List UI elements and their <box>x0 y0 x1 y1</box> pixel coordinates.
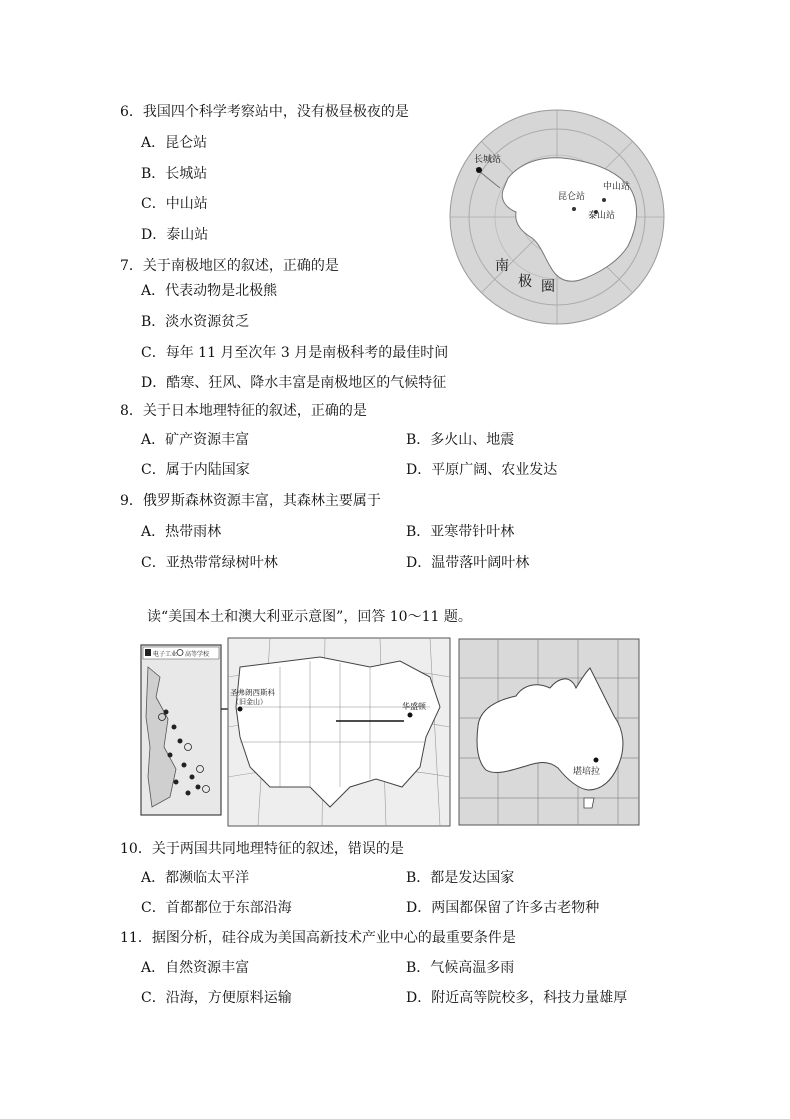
question-8-stem: 8．关于日本地理特征的叙述，正确的是 <box>120 403 367 419</box>
zhongshan-label: 中山站 <box>603 182 631 192</box>
q8-option-a: A．矿产资源丰富 <box>141 432 250 448</box>
question-9-stem: 9．俄罗斯森林资源丰富，其森林主要属于 <box>120 493 381 509</box>
question-6-stem: 6．我国四个科学考察站中，没有极昼极夜的是 <box>120 104 409 120</box>
q11-option-b: B．气候高温多雨 <box>406 960 515 976</box>
kunlun-label: 昆仑站 <box>558 192 586 202</box>
antarctic-circle-label-1: 南 <box>495 258 509 274</box>
q11-option-a: A．自然资源丰富 <box>141 960 250 976</box>
q11-option-c: C．沿海，方便原料运输 <box>141 990 292 1006</box>
antarctic-circle-label-2: 极 <box>518 274 532 290</box>
q9-option-c: C．亚热带常绿树叶林 <box>141 555 278 571</box>
q6-option-b: B．长城站 <box>141 166 208 182</box>
question-7-stem: 7．关于南极地区的叙述，正确的是 <box>120 258 339 274</box>
question-11-stem: 11．据图分析，硅谷成为美国高新技术产业中心的最重要条件是 <box>120 930 516 946</box>
washington-label: 华盛顿 <box>402 702 426 711</box>
q10-option-b: B．都是发达国家 <box>406 870 515 886</box>
legend-universities: 高等学校 <box>185 651 210 658</box>
q10-option-d: D．两国都保留了许多古老物种 <box>406 900 600 916</box>
q6-option-c: C．中山站 <box>141 196 208 212</box>
reading-prompt: 读“美国本土和澳大利亚示意图”，回答 10～11 题。 <box>147 609 472 625</box>
q10-option-a: A．都濒临太平洋 <box>141 870 250 886</box>
q7-option-d: D．酷寒、狂风、降水丰富是南极地区的气候特征 <box>141 375 447 391</box>
q6-option-a: A．昆仑站 <box>141 135 208 151</box>
q9-option-b: B．亚寒带针叶林 <box>406 524 515 540</box>
question-10-stem: 10．关于两国共同地理特征的叙述，错误的是 <box>120 841 404 857</box>
canberra-label: 堪培拉 <box>573 767 601 777</box>
taishan-label: 泰山站 <box>588 211 616 221</box>
q6-option-d: D．泰山站 <box>141 227 209 243</box>
q10-option-c: C．首都都位于东部沿海 <box>141 900 292 916</box>
q9-option-a: A．热带雨林 <box>141 524 222 540</box>
antarctic-map <box>448 108 666 326</box>
q7-option-b: B．淡水资源贫乏 <box>141 314 250 330</box>
q7-option-c: C．每年 11 月至次年 3 月是南极科考的最佳时间 <box>141 345 449 361</box>
san-francisco-label: 圣弗朗西斯科 <box>230 688 275 697</box>
san-francisco-alt-label: （旧金山） <box>232 698 267 706</box>
q8-option-d: D．平原广阔、农业发达 <box>406 462 558 478</box>
q9-option-d: D．温带落叶阔叶林 <box>406 555 530 571</box>
antarctic-circle-label-3: 圈 <box>541 279 555 295</box>
changcheng-station-marker <box>476 167 482 173</box>
q7-option-a: A．代表动物是北极熊 <box>141 283 278 299</box>
q11-option-d: D．附近高等院校多，科技力量雄厚 <box>406 990 628 1006</box>
usa-map <box>140 637 452 827</box>
changcheng-label: 长城站 <box>474 155 502 165</box>
legend-electronics: 电子工业 <box>153 651 178 658</box>
q8-option-b: B．多火山、地震 <box>406 432 515 448</box>
q8-option-c: C．属于内陆国家 <box>141 462 250 478</box>
australia-map <box>458 638 640 828</box>
